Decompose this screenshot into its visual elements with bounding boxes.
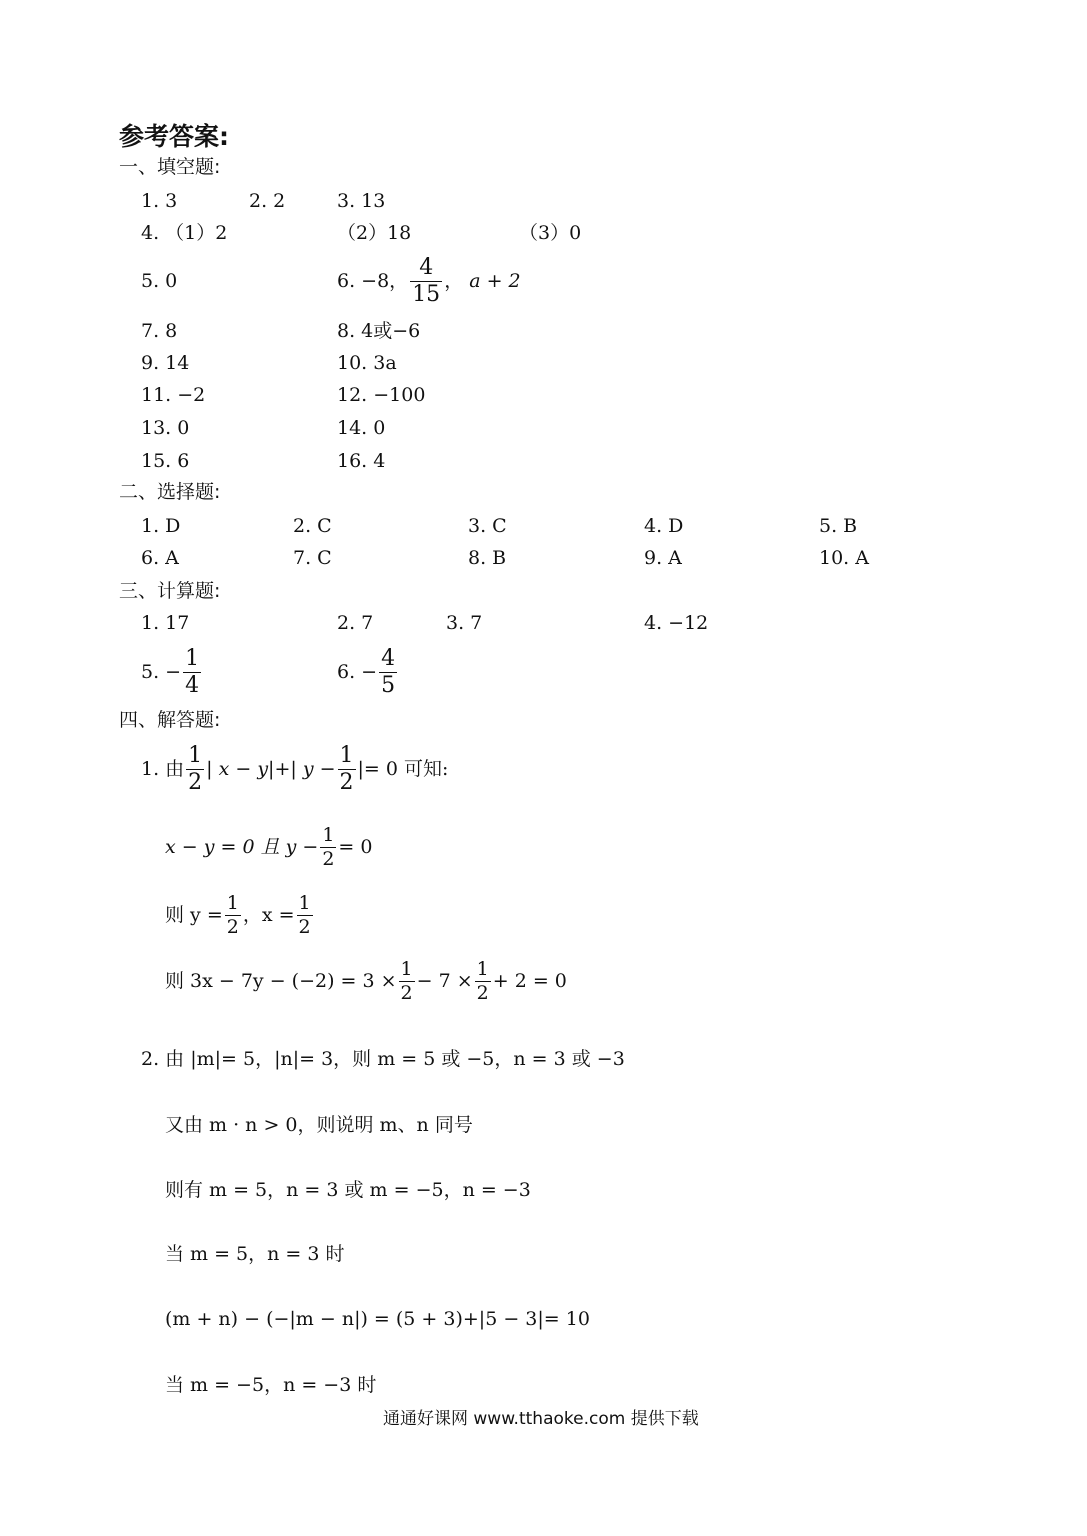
expr: 则 3x − 7y − (−2) = 3 × <box>165 969 397 992</box>
solution-1-line-3 <box>165 886 315 944</box>
answer-2-2: 2. C <box>293 515 332 537</box>
section-heading-choice: 二、选择题: <box>119 481 221 503</box>
solution-1-line-2 <box>165 818 372 876</box>
answer-1-5: 5. 0 <box>141 270 178 292</box>
expr: | x − y|+| y − <box>206 757 336 780</box>
denominator: 2 <box>400 981 413 1004</box>
section-heading-fill-blank: 一、填空题: <box>119 156 221 178</box>
answer-1-2: 2. 2 <box>249 190 286 212</box>
answer-2-8: 8. B <box>468 547 507 569</box>
answer-1-1: 1. 3 <box>141 190 178 212</box>
answer-1-16: 16. 4 <box>337 450 386 472</box>
fraction-half <box>225 891 241 938</box>
answer-2-5: 5. B <box>819 515 858 537</box>
expr: 则 y = <box>165 903 223 926</box>
solution-1-line-4 <box>165 952 567 1010</box>
expr: = 0 <box>338 835 373 858</box>
fraction-4-5 <box>379 645 397 698</box>
fraction-half <box>297 891 313 938</box>
answer-1-4a: 4. （1）2 <box>141 222 228 244</box>
answer-3-3: 3. 7 <box>446 612 483 634</box>
answer-1-8: 8. 4或−6 <box>337 320 421 342</box>
fraction-half <box>338 742 356 795</box>
denominator: 2 <box>298 915 311 938</box>
numerator: 1 <box>322 823 335 846</box>
denominator: 2 <box>339 769 354 795</box>
answer-1-11: 11. −2 <box>141 384 206 406</box>
fraction-half <box>475 957 491 1004</box>
denominator: 15 <box>412 281 441 307</box>
answer-1-4b: （2）18 <box>337 222 412 244</box>
answer-1-14: 14. 0 <box>337 417 386 439</box>
text: |= 0 可知: <box>357 757 449 780</box>
numerator: 1 <box>298 891 311 914</box>
answer-2-7: 7. C <box>293 547 332 569</box>
answer-2-10: 10. A <box>819 547 869 569</box>
section-heading-calculation: 三、计算题: <box>119 580 221 602</box>
comma: ， <box>444 269 464 292</box>
page-title: 参考答案: <box>119 122 229 151</box>
section-heading-solution: 四、解答题: <box>119 709 221 731</box>
fraction-half <box>320 823 336 870</box>
numerator: 1 <box>339 742 354 768</box>
fraction-4-15 <box>410 254 442 307</box>
numerator: 1 <box>226 891 239 914</box>
numerator: 4 <box>381 645 396 671</box>
answer-1-9: 9. 14 <box>141 352 190 374</box>
numerator: 1 <box>188 742 203 768</box>
answer-3-6 <box>337 643 399 701</box>
answer-1-10: 10. 3a <box>337 352 397 374</box>
text: 1. 由 <box>141 757 185 780</box>
answer-3-5-prefix: 5. − <box>141 660 182 683</box>
denominator: 2 <box>322 847 335 870</box>
answer-2-1: 1. D <box>141 515 181 537</box>
solution-2-line-1: 2. 由 |m|= 5，|n|= 3，则 m = 5 或 −5，n = 3 或 −3 <box>141 1048 625 1070</box>
answer-3-6-prefix: 6. − <box>337 660 378 683</box>
numerator: 1 <box>400 957 413 980</box>
answer-1-12: 12. −100 <box>337 384 426 406</box>
answer-2-9: 9. A <box>644 547 682 569</box>
answer-3-4: 4. −12 <box>644 612 709 634</box>
answer-1-4c: （3）0 <box>519 222 582 244</box>
solution-2-line-2: 又由 m · n > 0，则说明 m、n 同号 <box>165 1114 473 1136</box>
solution-2-line-3: 则有 m = 5，n = 3 或 m = −5，n = −3 <box>165 1179 531 1201</box>
numerator: 4 <box>419 254 434 280</box>
solution-2-line-6: 当 m = −5，n = −3 时 <box>165 1374 377 1396</box>
answer-1-6-prefix: 6. −8， <box>337 269 409 292</box>
answer-1-6 <box>337 252 521 310</box>
denominator: 2 <box>476 981 489 1004</box>
denominator: 5 <box>381 672 396 698</box>
numerator: 1 <box>476 957 489 980</box>
answer-2-6: 6. A <box>141 547 179 569</box>
denominator: 2 <box>226 915 239 938</box>
fraction-1-4 <box>183 645 201 698</box>
page-footer: 通通好课网 www.tthaoke.com 提供下载 <box>383 1409 699 1429</box>
expr: + 2 = 0 <box>492 969 567 992</box>
answer-1-7: 7. 8 <box>141 320 178 342</box>
solution-1-line-1 <box>141 740 448 798</box>
answer-2-3: 3. C <box>468 515 507 537</box>
fraction-half <box>399 957 415 1004</box>
answer-1-15: 15. 6 <box>141 450 190 472</box>
numerator: 1 <box>185 645 200 671</box>
solution-2-line-5: (m + n) − (−|m − n|) = (5 + 3)+|5 − 3|= 10 <box>165 1308 590 1330</box>
answer-1-3: 3. 13 <box>337 190 386 212</box>
answer-3-1: 1. 17 <box>141 612 190 634</box>
answer-1-13: 13. 0 <box>141 417 190 439</box>
answer-3-2: 2. 7 <box>337 612 374 634</box>
answer-3-5 <box>141 643 203 701</box>
denominator: 2 <box>188 769 203 795</box>
fraction-half <box>186 742 204 795</box>
answer-2-4: 4. D <box>644 515 684 537</box>
expr: − 7 × <box>416 969 473 992</box>
solution-2-line-4: 当 m = 5，n = 3 时 <box>165 1243 345 1265</box>
answer-1-6-expr: a + 2 <box>469 269 521 292</box>
expr: x − y = 0 且 y − <box>165 835 319 858</box>
denominator: 4 <box>185 672 200 698</box>
expr: ，x = <box>242 903 295 926</box>
